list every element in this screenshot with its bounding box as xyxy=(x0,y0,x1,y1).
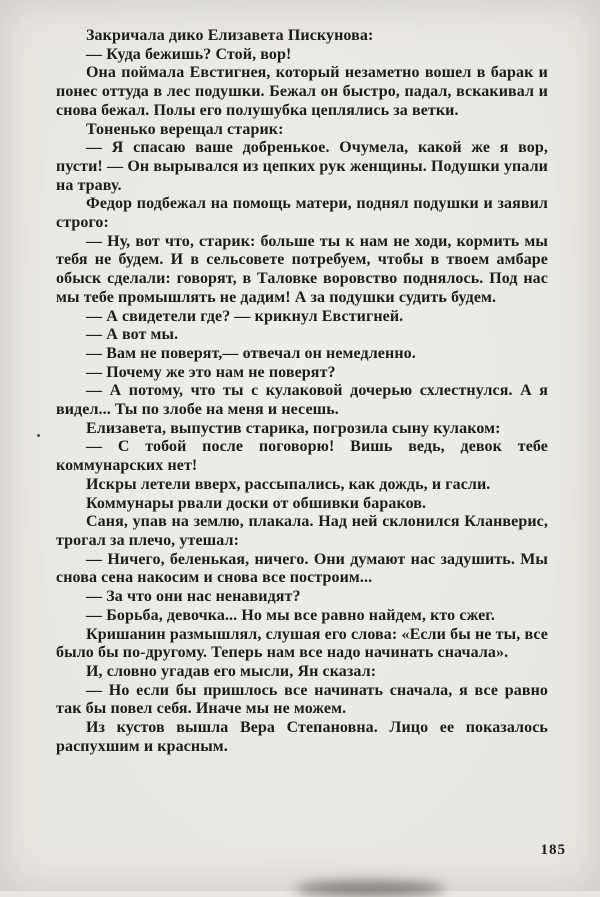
paragraph: Искры летели вверх, рассыпались, как дождь, и гасли. xyxy=(86,475,491,493)
paragraph: Федор подбежал на помощь матери, поднял подушки и заявил строго: xyxy=(56,195,548,232)
paragraph: Коммунары рвали доски от обшивки бараков. xyxy=(86,494,427,512)
paragraph: — С тобой после поговорю! Вишь ведь, девок тебе коммунарских нет! xyxy=(56,438,548,475)
paragraph: Она поймала Евстигнея, который незаметно вошел в барак и понес оттуда в лес подушки. Бежал он быстро, падал, вскакивал и снова бежал. Полы его полушубка цеплялись за ветки. xyxy=(56,64,548,119)
paragraph: — Вам не поверят,— отвечал он немедленно. xyxy=(86,344,416,362)
paragraph: — За что они нас ненавидят? xyxy=(86,588,301,606)
paragraph: — Ну, вот что, старик: больше ты к нам не ходи, кормить мы тебя не будем. И в сельсовете потребуем, чтобы в твоем амбаре обыск сделали: говорят, в Таловке воровство поднялось. Под нас мы тебе промышлять не дадим! А за подушки судить будем. xyxy=(56,232,548,306)
paragraph: Тоненько верещал старик: xyxy=(86,120,284,138)
scan-speck xyxy=(37,434,40,437)
paragraph: — А вот мы. xyxy=(86,326,179,344)
paragraph: Елизавета, выпустив старика, погрозила сыну кулаком: xyxy=(86,419,501,437)
paragraph: Закричала дико Елизавета Пискунова: xyxy=(86,27,374,44)
paragraph: — Борьба, девочка... Но мы все равно найдем, кто сжег. xyxy=(86,606,495,624)
paragraph: Из кустов вышла Вера Степановна. Лицо ее показалось распухшим и красным. xyxy=(56,719,548,755)
paragraph: — А свидетели где? — крикнул Евстигней. xyxy=(86,307,404,325)
paragraph: — Ничего, беленькая, ничего. Они думают нас задушить. Мы снова сена накосим и снова все построим... xyxy=(56,550,548,587)
paragraph: Кришанин размышлял, слушая его слова: «Если бы не ты, все было бы по-другому. Теперь нам все надо начинать сначала». xyxy=(56,625,548,662)
paragraph: И, словно угадав его мысли, Ян сказал: xyxy=(86,662,377,680)
paragraph: — Я спасаю ваше добренькое. Очумела, какой же я вор, пусти! — Он вырывался из цепких рук женщины. Подушки упали на траву. xyxy=(56,139,548,194)
paragraph: — Но если бы пришлось все начинать сначала, я все равно так бы повел себя. Иначе мы не можем. xyxy=(56,681,548,718)
paragraph: — Почему же это нам не поверят? xyxy=(86,363,336,381)
page-number: 185 xyxy=(540,842,566,858)
paragraph: — Куда бежишь? Стой, вор! xyxy=(86,45,292,63)
paragraph: Саня, упав на землю, плакала. Над ней склонился Кланверис, трогал за плечо, утешал: xyxy=(56,513,548,549)
scan-edge-shadow xyxy=(295,881,445,897)
paragraph: — А потому, что ты с кулаковой дочерью схлестнулся. А я видел... Ты по злобе на меня и несешь. xyxy=(56,382,548,419)
page-text-block xyxy=(56,27,548,756)
